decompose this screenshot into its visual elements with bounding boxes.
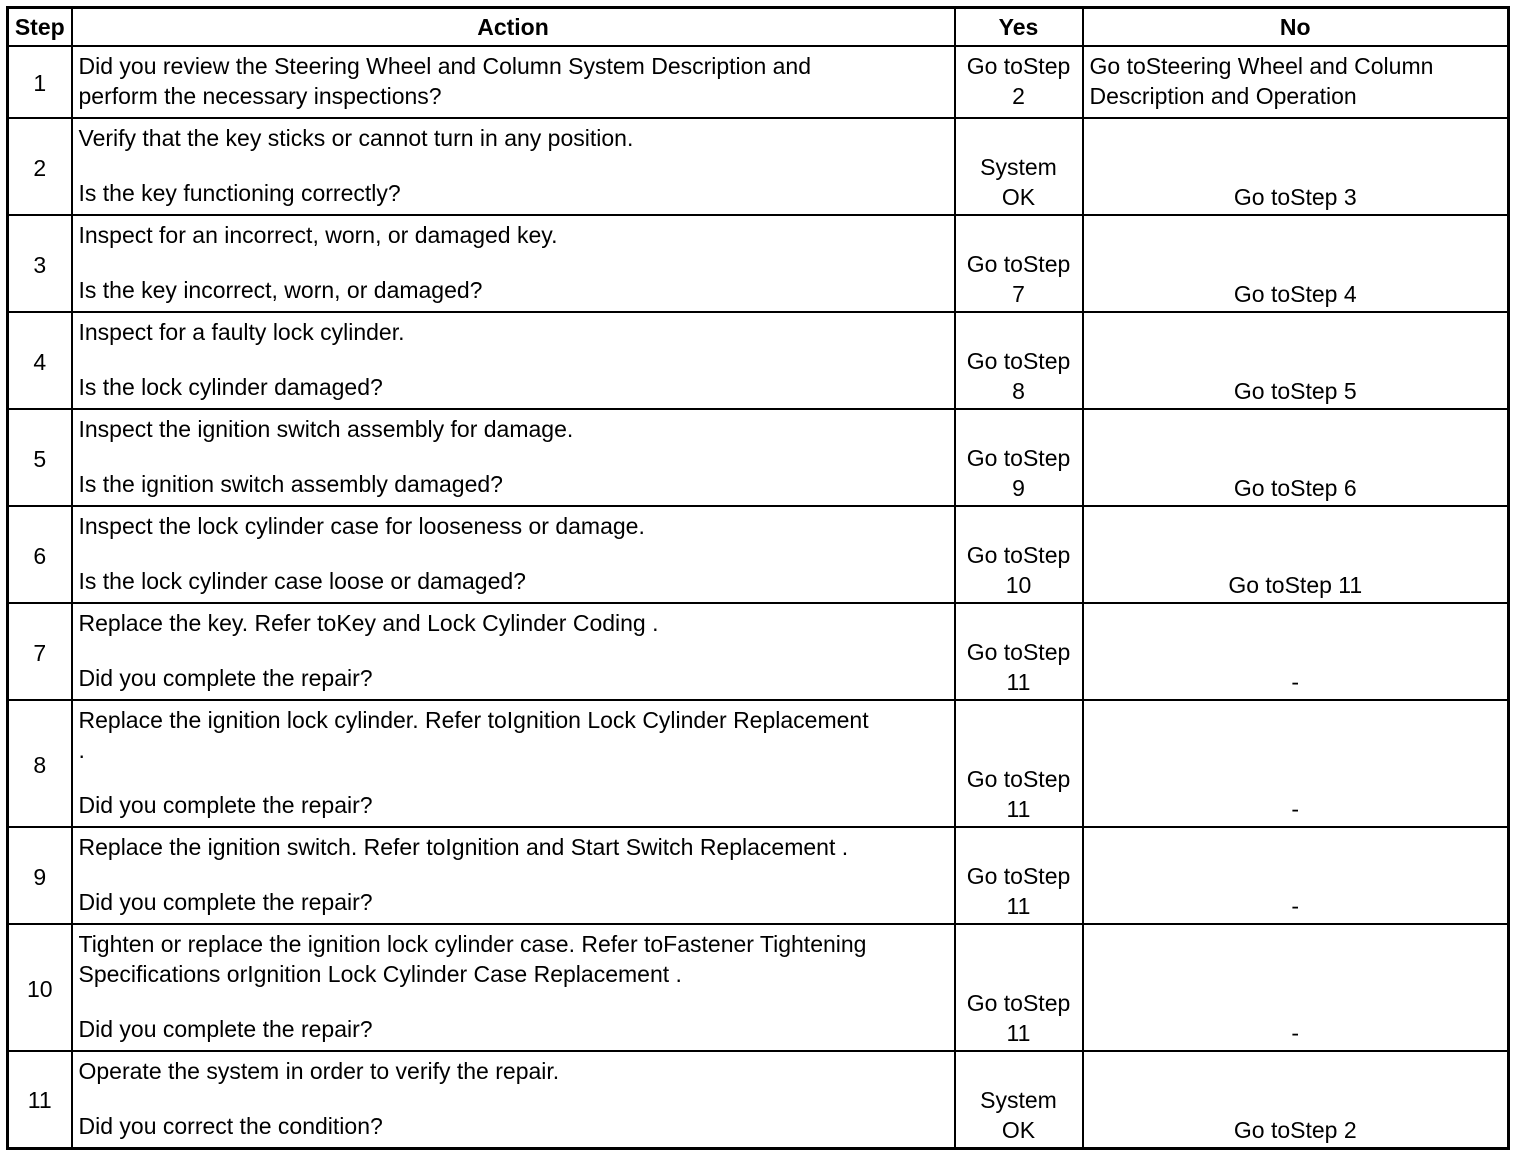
- step-number: 5: [8, 409, 72, 506]
- step-number: 6: [8, 506, 72, 603]
- question-text: Is the ignition switch assembly damaged?: [78, 471, 503, 497]
- action-cell: [72, 46, 955, 118]
- yes-result: Go toStep 7: [955, 215, 1083, 312]
- yes-result: Go toStep 10: [955, 506, 1083, 603]
- table-row: [8, 506, 1509, 603]
- table-row: [8, 700, 1509, 827]
- action-cell: [72, 118, 955, 215]
- no-result: Go toStep 3: [1083, 118, 1509, 215]
- table-row: [8, 409, 1509, 506]
- action-text: Inspect the ignition switch assembly for damage.: [78, 416, 574, 442]
- no-result: -: [1083, 827, 1509, 924]
- action-text: Specifications orIgnition Lock Cylinder Case Replacement .: [78, 961, 682, 987]
- step-number: 3: [8, 215, 72, 312]
- question-text: Is the lock cylinder case loose or damaged?: [78, 568, 526, 594]
- action-text: .: [78, 737, 85, 763]
- step-number: 8: [8, 700, 72, 827]
- action-cell: [72, 312, 955, 409]
- step-number: 11: [8, 1051, 72, 1148]
- header-step: Step: [8, 8, 72, 47]
- no-result: -: [1083, 924, 1509, 1051]
- table-row: [8, 118, 1509, 215]
- yes-result: Go toStep 8: [955, 312, 1083, 409]
- yes-result: Go toStep 9: [955, 409, 1083, 506]
- no-result: Go toStep 6: [1083, 409, 1509, 506]
- step-number: 4: [8, 312, 72, 409]
- question-text: Did you complete the repair?: [78, 1016, 373, 1042]
- action-text: perform the necessary inspections?: [78, 83, 442, 109]
- no-result: Go toSteering Wheel and Column Description and Operation: [1083, 46, 1509, 118]
- action-cell: [72, 1051, 955, 1148]
- step-number: 7: [8, 603, 72, 700]
- question-text: Is the key incorrect, worn, or damaged?: [78, 277, 483, 303]
- action-cell: [72, 409, 955, 506]
- question-text: Did you complete the repair?: [78, 665, 373, 691]
- table-row: [8, 46, 1509, 118]
- action-text: Inspect for a faulty lock cylinder.: [78, 319, 405, 345]
- table-row: [8, 827, 1509, 924]
- no-result: -: [1083, 603, 1509, 700]
- yes-result: Go toStep 11: [955, 827, 1083, 924]
- table-row: [8, 1051, 1509, 1148]
- question-text: Did you correct the condition?: [78, 1113, 383, 1139]
- action-text: Tighten or replace the ignition lock cylinder case. Refer toFastener Tightening: [78, 931, 867, 957]
- question-text: Did you complete the repair?: [78, 792, 373, 818]
- yes-result: System OK: [955, 118, 1083, 215]
- diagnostic-table: [6, 6, 1510, 1150]
- header-action: Action: [72, 8, 955, 47]
- no-result: Go toStep 4: [1083, 215, 1509, 312]
- step-number: 9: [8, 827, 72, 924]
- yes-result: Go toStep 11: [955, 700, 1083, 827]
- action-text: Operate the system in order to verify the repair.: [78, 1058, 560, 1084]
- step-number: 2: [8, 118, 72, 215]
- header-yes: Yes: [955, 8, 1083, 47]
- action-cell: [72, 924, 955, 1051]
- action-cell: [72, 827, 955, 924]
- yes-result: Go toStep 11: [955, 603, 1083, 700]
- question-text: Is the lock cylinder damaged?: [78, 374, 383, 400]
- action-cell: [72, 700, 955, 827]
- action-cell: [72, 506, 955, 603]
- question-text: Is the key functioning correctly?: [78, 180, 401, 206]
- action-text: Did you review the Steering Wheel and Column System Description and: [78, 53, 812, 79]
- yes-result: Go toStep 2: [955, 46, 1083, 118]
- header-no: No: [1083, 8, 1509, 47]
- action-cell: [72, 215, 955, 312]
- table-row: [8, 312, 1509, 409]
- yes-result: System OK: [955, 1051, 1083, 1148]
- action-text: Verify that the key sticks or cannot turn in any position.: [78, 125, 634, 151]
- question-text: Did you complete the repair?: [78, 889, 373, 915]
- table-row: [8, 603, 1509, 700]
- action-text: Inspect for an incorrect, worn, or damaged key.: [78, 222, 558, 248]
- header-row: [8, 8, 1509, 47]
- table-row: [8, 215, 1509, 312]
- step-number: 1: [8, 46, 72, 118]
- no-result: Go toStep 5: [1083, 312, 1509, 409]
- action-text: Replace the ignition switch. Refer toIgnition and Start Switch Replacement .: [78, 834, 849, 860]
- table-row: [8, 924, 1509, 1051]
- action-text: Replace the ignition lock cylinder. Refer toIgnition Lock Cylinder Replacement: [78, 707, 869, 733]
- no-result: -: [1083, 700, 1509, 827]
- no-result: Go toStep 2: [1083, 1051, 1509, 1148]
- action-text: Replace the key. Refer toKey and Lock Cylinder Coding .: [78, 610, 659, 636]
- step-number: 10: [8, 924, 72, 1051]
- yes-result: Go toStep 11: [955, 924, 1083, 1051]
- no-result: Go toStep 11: [1083, 506, 1509, 603]
- action-cell: [72, 603, 955, 700]
- action-text: Inspect the lock cylinder case for looseness or damage.: [78, 513, 645, 539]
